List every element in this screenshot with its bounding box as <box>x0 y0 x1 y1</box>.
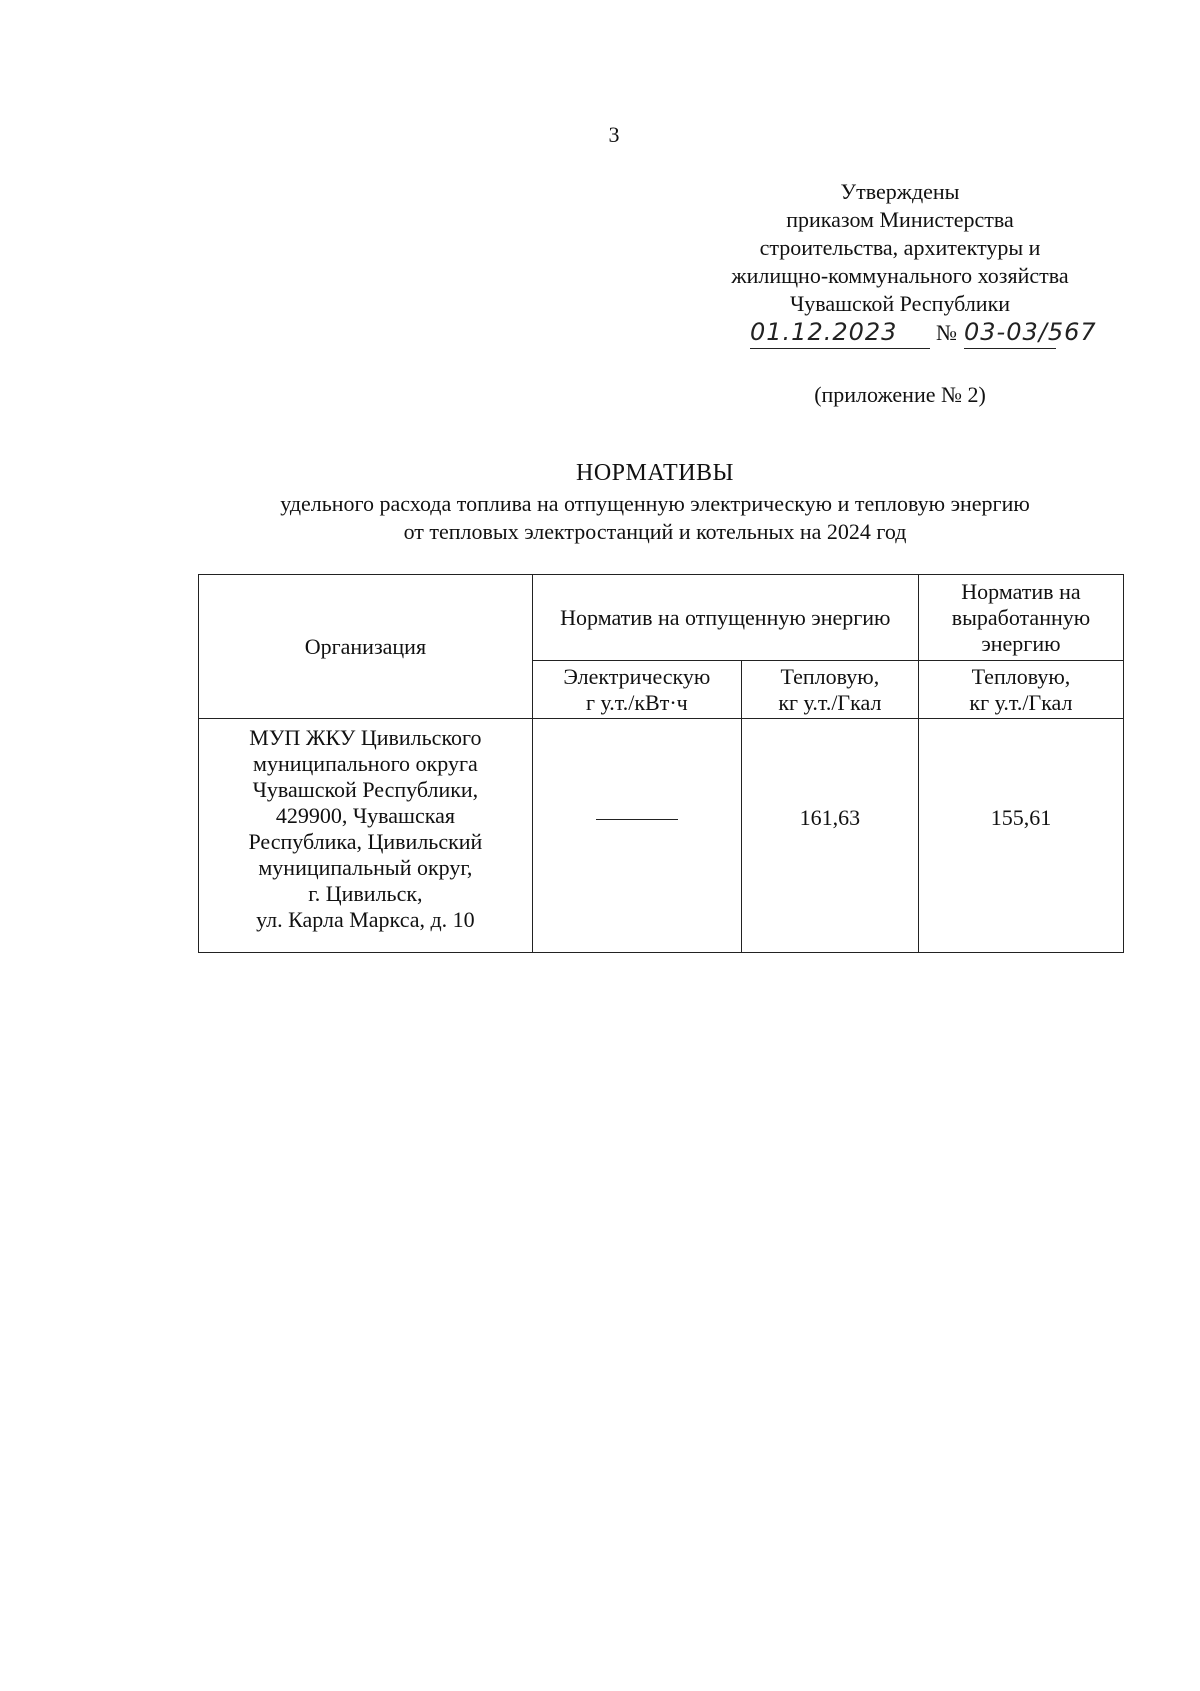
header-thermal-released-name: Тепловую, <box>780 663 880 689</box>
empty-value-dash <box>596 819 678 820</box>
handwritten-order-number: 03-03/567 <box>964 318 1097 346</box>
cell-organization <box>199 719 533 953</box>
organization-line: муниципальный округ, <box>258 855 473 880</box>
header-electric-name: Электрическую <box>563 663 711 689</box>
number-sign: № <box>936 320 957 345</box>
table-header-row <box>199 575 1124 661</box>
cell-thermal-produced: 155,61 <box>918 719 1123 953</box>
document-title: НОРМАТИВЫ <box>575 460 734 486</box>
header-thermal-released <box>741 661 918 719</box>
appendix-label: (приложение № 2) <box>814 382 986 407</box>
approval-block <box>680 178 1120 318</box>
header-thermal-produced-name: Тепловую, <box>971 663 1071 689</box>
organization-line: 429900, Чувашская <box>275 803 455 828</box>
table-row <box>199 719 1124 953</box>
header-electric <box>532 661 741 719</box>
date-underline <box>750 348 930 349</box>
approval-line: Утверждены <box>840 179 960 204</box>
cell-thermal-released: 161,63 <box>741 719 918 953</box>
document-subtitle <box>55 490 1200 546</box>
header-released-group: Норматив на отпущенную энергию <box>532 575 918 661</box>
order-date-number <box>750 318 1130 352</box>
header-thermal-produced-unit: кг у.т./Гкал <box>969 689 1073 715</box>
header-thermal-produced <box>918 661 1123 719</box>
header-organization: Организация <box>199 575 533 719</box>
cell-electric <box>532 719 741 953</box>
organization-line: г. Цивильск, <box>308 881 423 906</box>
header-electric-unit: г у.т./кВт·ч <box>585 689 688 715</box>
approval-line: Чувашской Республики <box>789 291 1011 316</box>
approval-line: строительства, архитектуры и <box>759 235 1041 260</box>
handwritten-date: 01.12.2023 <box>750 318 898 346</box>
organization-line: Чувашской Республики, <box>252 777 479 802</box>
subtitle-line: от тепловых электростанций и котельных на 2024 год <box>403 519 907 544</box>
approval-line: приказом Министерства <box>786 207 1014 232</box>
header-thermal-released-unit: кг у.т./Гкал <box>778 689 882 715</box>
organization-line: МУП ЖКУ Цивильского <box>249 725 482 750</box>
header-produced-group: Норматив на выработанную энергию <box>918 575 1123 661</box>
organization-line: муниципального округа <box>253 751 478 776</box>
organization-line: ул. Карла Маркса, д. 10 <box>256 907 475 932</box>
organization-line: Республика, Цивильский <box>248 829 483 854</box>
number-underline <box>964 348 1056 349</box>
approval-line: жилищно-коммунального хозяйства <box>731 263 1069 288</box>
page-number: 3 <box>608 122 620 147</box>
subtitle-line: удельного расхода топлива на отпущенную электрическую и тепловую энергию <box>280 491 1030 516</box>
norms-table <box>198 574 1124 953</box>
